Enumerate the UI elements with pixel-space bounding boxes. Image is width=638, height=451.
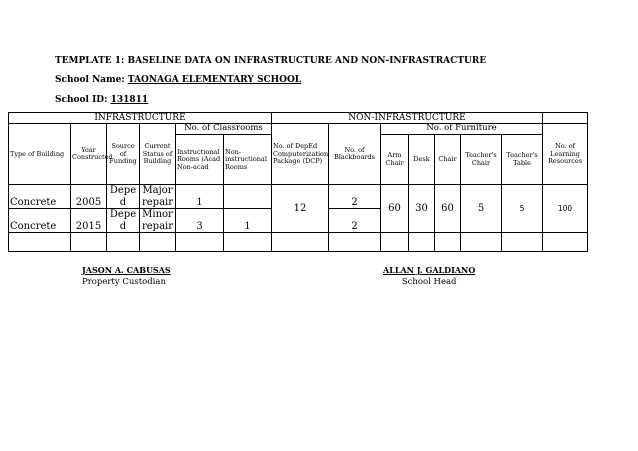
header-year-constructed: Year Constructed: [71, 124, 107, 185]
section-header-row: [9, 113, 588, 124]
document-title: TEMPLATE 1: BASELINE DATA ON INFRASTRUCTURE AND NON-INFRASTRACTURE: [55, 56, 487, 66]
cell-dcp: 12: [272, 185, 329, 233]
header-instructional-rooms: Instructional Rooms (Acad Non-acad: [176, 135, 224, 185]
header-source-of-funding: Source of Funding: [107, 124, 140, 185]
signatory-name: ALLAN J. GALDIANO: [383, 265, 476, 275]
empty-cell: [381, 233, 409, 252]
signatory-school-head: [383, 265, 475, 287]
empty-cell: [140, 233, 176, 252]
cell-blackboards: 2: [329, 209, 381, 233]
baseline-data-table: [8, 112, 588, 252]
signatory-title: School Head: [401, 277, 457, 287]
cell-learning-resources: 100: [543, 185, 588, 233]
school-name-label: School Name:: [55, 75, 125, 85]
group-header-row: [9, 124, 588, 135]
signatory-name: JASON A. CABUSAS: [82, 265, 171, 275]
school-id-value: 131811: [110, 95, 149, 105]
cell-desk: 30: [409, 185, 435, 233]
header-teachers-table: Teacher's Table: [502, 135, 543, 185]
cell-type: Concrete: [9, 209, 71, 233]
school-id-label: School ID:: [55, 95, 108, 105]
empty-cell: [176, 233, 224, 252]
empty-cell: [409, 233, 435, 252]
cell-teachers-table: 5: [502, 185, 543, 233]
header-no-of-furniture: No. of Furniture: [381, 124, 543, 135]
cell-instructional: 1: [176, 185, 224, 209]
cell-year: 2015: [71, 209, 107, 233]
empty-cell: [272, 233, 329, 252]
cell-year: 2005: [71, 185, 107, 209]
empty-cell: [543, 233, 588, 252]
signatory-title: Property Custodian: [82, 277, 166, 287]
header-arm-chair: Arm Chair: [381, 135, 409, 185]
cell-instructional: 3: [176, 209, 224, 233]
non-infrastructure-header: NON-INFRASTRUCTURE: [272, 113, 543, 124]
cell-source: Deped: [107, 185, 140, 209]
school-id-line: [55, 95, 148, 105]
infrastructure-header: INFRASTRUCTURE: [9, 113, 272, 124]
cell-status: Minor repair: [140, 209, 176, 233]
empty-cell: [461, 233, 502, 252]
cell-chair: 60: [435, 185, 461, 233]
school-name-value: TAONAGA ELEMENTARY SCHOOL: [127, 75, 302, 85]
empty-cell: [435, 233, 461, 252]
empty-cell: [107, 233, 140, 252]
cell-status: Major repair: [140, 185, 176, 209]
empty-cell: [224, 233, 272, 252]
school-name-line: [55, 75, 301, 85]
header-type-of-building: Type of Building: [9, 124, 71, 185]
header-dcp: No. of DepEd Computerization Package (DCP): [272, 124, 329, 185]
empty-cell: [9, 233, 71, 252]
empty-cell: [502, 233, 543, 252]
signatory-property-custodian: [82, 265, 171, 287]
cell-teachers-chair: 5: [461, 185, 502, 233]
cell-type: Concrete: [9, 185, 71, 209]
header-blackboards: No. of Blackboards: [329, 124, 381, 185]
header-no-of-classrooms: No. of Classrooms: [176, 124, 272, 135]
table-row: [9, 185, 588, 209]
cell-blackboards: 2: [329, 185, 381, 209]
empty-cell: [71, 233, 107, 252]
empty-cell: [329, 233, 381, 252]
cell-arm-chair: 60: [381, 185, 409, 233]
header-learning-resources: No. of Learning Resources: [543, 124, 588, 185]
cell-source: Deped: [107, 209, 140, 233]
empty-row: [9, 233, 588, 252]
blank-section-cell: [543, 113, 588, 124]
header-teachers-chair: Teacher's Chair: [461, 135, 502, 185]
cell-non-instructional: 1: [224, 209, 272, 233]
header-current-status: Current Status of Building: [140, 124, 176, 185]
header-non-instructional-rooms: Non-instructional Rooms: [224, 135, 272, 185]
header-chair: Chair: [435, 135, 461, 185]
header-desk: Desk: [409, 135, 435, 185]
cell-non-instructional: [224, 185, 272, 209]
